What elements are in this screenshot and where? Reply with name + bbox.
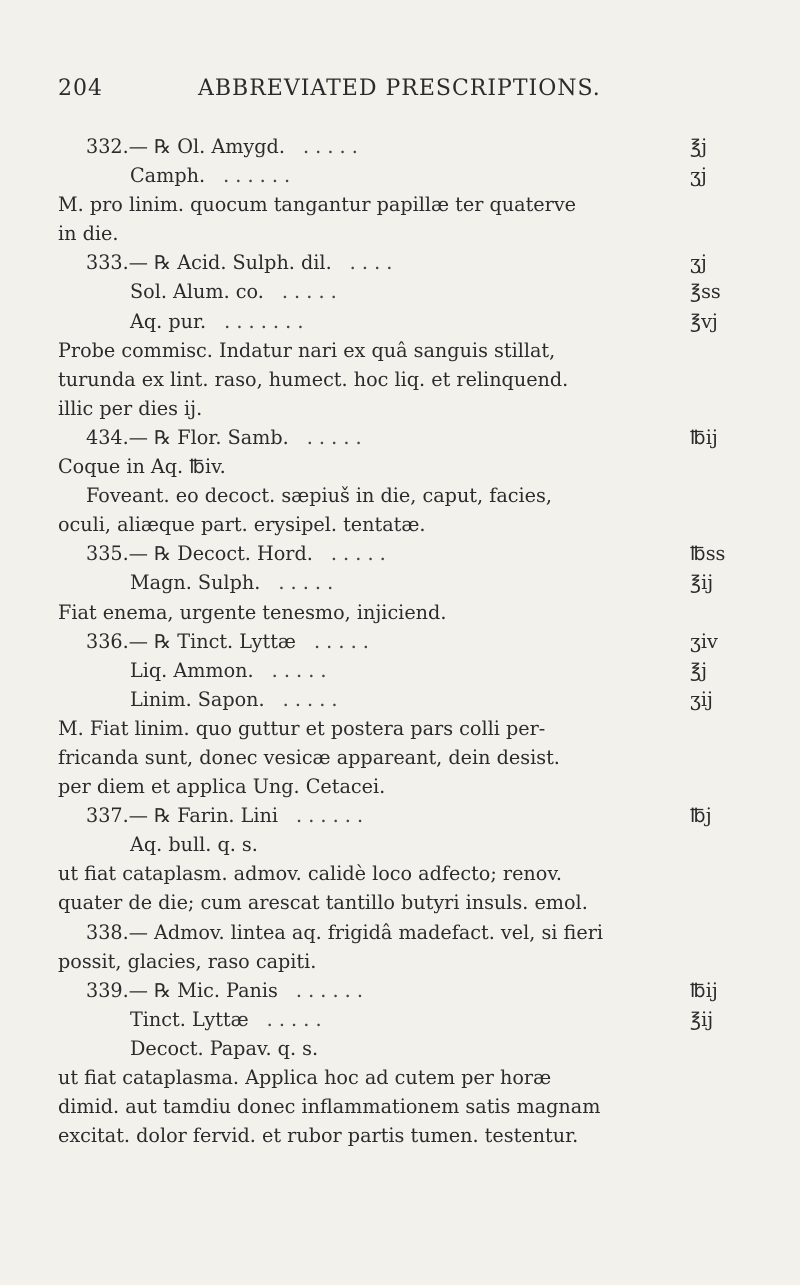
ingredient-quantity: ℥ij	[690, 571, 714, 595]
ingredient-quantity: ʒij	[690, 687, 713, 711]
prescription-line	[58, 1005, 782, 1034]
ingredient-quantity: ℥j	[690, 135, 708, 158]
ingredient-label: Linim. Sapon.	[130, 687, 265, 711]
leader-dots: . . . . .	[271, 658, 327, 682]
leader-dots: . . . . .	[302, 135, 358, 158]
text-line: in die.	[58, 222, 119, 246]
ingredient-label: Tinct. Lyttæ	[130, 1007, 249, 1031]
prescription-line	[58, 248, 782, 277]
ingredient-label: 336.— ℞ Tinct. Lyttæ	[86, 629, 296, 653]
leader-dots: . . . . . .	[295, 978, 363, 1002]
text-line: turunda ex lint. raso, humect. hoc liq. et relinquend.	[58, 367, 569, 391]
leader-dots: . . . . . .	[296, 804, 364, 828]
ingredient-label: Magn. Sulph.	[130, 571, 261, 595]
leader-dots: . . . .	[349, 251, 393, 275]
book-page	[58, 68, 782, 1148]
ingredient-quantity: ℔ss	[690, 542, 726, 566]
prescription-line	[58, 307, 782, 336]
leader-dots: . . . . .	[313, 629, 369, 653]
ingredient-quantity: ℥j	[690, 658, 708, 682]
leader-dots: . . . . .	[281, 280, 337, 304]
ingredient-quantity: ℔ij	[690, 425, 718, 449]
page-number: 204	[58, 76, 103, 101]
text-line: fricanda sunt, donec vesicæ appareant, dein desist.	[58, 745, 560, 769]
text-line: illic per dies ij.	[58, 396, 203, 420]
leader-dots: . . . . .	[266, 1007, 322, 1031]
leader-dots: . . . . .	[282, 687, 338, 711]
ingredient-label: 434.— ℞ Flor. Samb.	[86, 425, 289, 449]
prescription-line	[58, 1034, 782, 1063]
prescription-line	[58, 423, 782, 452]
ingredient-quantity: ʒiv	[690, 629, 718, 653]
text-line: Foveant. eo decoct. sæpiuš in die, caput, facies,	[86, 484, 552, 508]
leader-dots: . . . . .	[278, 571, 334, 595]
ingredient-quantity: ℔j	[690, 804, 712, 828]
ingredient-quantity: ʒj	[690, 251, 707, 275]
ingredient-label: Aq. pur.	[130, 309, 207, 333]
ingredient-quantity: ℥ss	[690, 280, 721, 304]
ingredient-quantity: ℥vj	[690, 309, 718, 333]
text-line: dimid. aut tamdiu donec inflammationem satis magnam	[58, 1095, 601, 1119]
prescription-line	[58, 830, 782, 859]
ingredient-label: Sol. Alum. co.	[130, 280, 264, 304]
ingredient-label: Liq. Ammon.	[130, 658, 254, 682]
leader-dots: . . . . .	[330, 542, 386, 566]
prescription-line	[58, 656, 782, 685]
leader-dots: . . . . .	[306, 425, 362, 449]
text-line: M. Fiat linim. quo guttur et postera pars colli per-	[58, 716, 546, 740]
page-header	[58, 68, 782, 108]
text-line: Probe commisc. Indatur nari ex quâ sanguis stillat,	[58, 338, 556, 362]
ingredient-label: Camph.	[130, 164, 206, 188]
prescription-line	[58, 161, 782, 190]
leader-dots: . . . . . . .	[224, 309, 304, 333]
text-line: M. pro linim. quocum tangantur papillæ ter quaterve	[58, 193, 577, 217]
text-line: possit, glacies, raso capiti.	[58, 949, 317, 973]
prescription-line	[58, 976, 782, 1005]
ingredient-label: 333.— ℞ Acid. Sulph. dil.	[86, 251, 332, 275]
text-line: ut fiat cataplasm. admov. calidè loco adfecto; renov.	[58, 862, 563, 886]
prescriptions-text	[58, 132, 782, 1150]
ingredient-label: 335.— ℞ Decoct. Hord.	[86, 542, 313, 566]
prescription-line	[58, 801, 782, 830]
text-line: quater de die; cum arescat tantillo butyri insuls. emol.	[58, 891, 588, 915]
prescription-line	[58, 627, 782, 656]
ingredient-label: 337.— ℞ Farin. Lini	[86, 804, 278, 828]
text-line: per diem et applica Ung. Cetacei.	[58, 775, 386, 799]
prescription-line	[58, 685, 782, 714]
text-line: oculi, aliæque part. erysipel. tentatæ.	[58, 513, 426, 537]
ingredient-quantity: ʒj	[690, 164, 707, 188]
ingredient-quantity: ℥ij	[690, 1007, 714, 1031]
text-line: 338.— Admov. lintea aq. frigidâ madefact. vel, si fieri	[86, 920, 604, 944]
ingredient-label: Aq. bull. q. s.	[130, 833, 258, 857]
ingredient-label: Decoct. Papav. q. s.	[130, 1036, 319, 1060]
prescription-line	[58, 568, 782, 597]
prescription-line	[58, 132, 782, 161]
text-line: Fiat enema, urgente tenesmo, injiciend.	[58, 600, 447, 624]
text-line: ut fiat cataplasma. Applica hoc ad cutem per horæ	[58, 1066, 552, 1089]
ingredient-label: 332.— ℞ Ol. Amygd.	[86, 135, 285, 158]
text-line: Coque in Aq. ℔iv.	[58, 455, 226, 479]
running-title: ABBREVIATED PRESCRIPTIONS.	[198, 76, 601, 101]
ingredient-label: 339.— ℞ Mic. Panis	[86, 978, 278, 1002]
prescription-line	[58, 539, 782, 568]
ingredient-quantity: ℔ij	[690, 978, 718, 1002]
leader-dots: . . . . . .	[223, 164, 291, 188]
text-line: excitat. dolor fervid. et rubor partis tumen. testentur.	[58, 1124, 579, 1148]
prescription-line	[58, 277, 782, 306]
